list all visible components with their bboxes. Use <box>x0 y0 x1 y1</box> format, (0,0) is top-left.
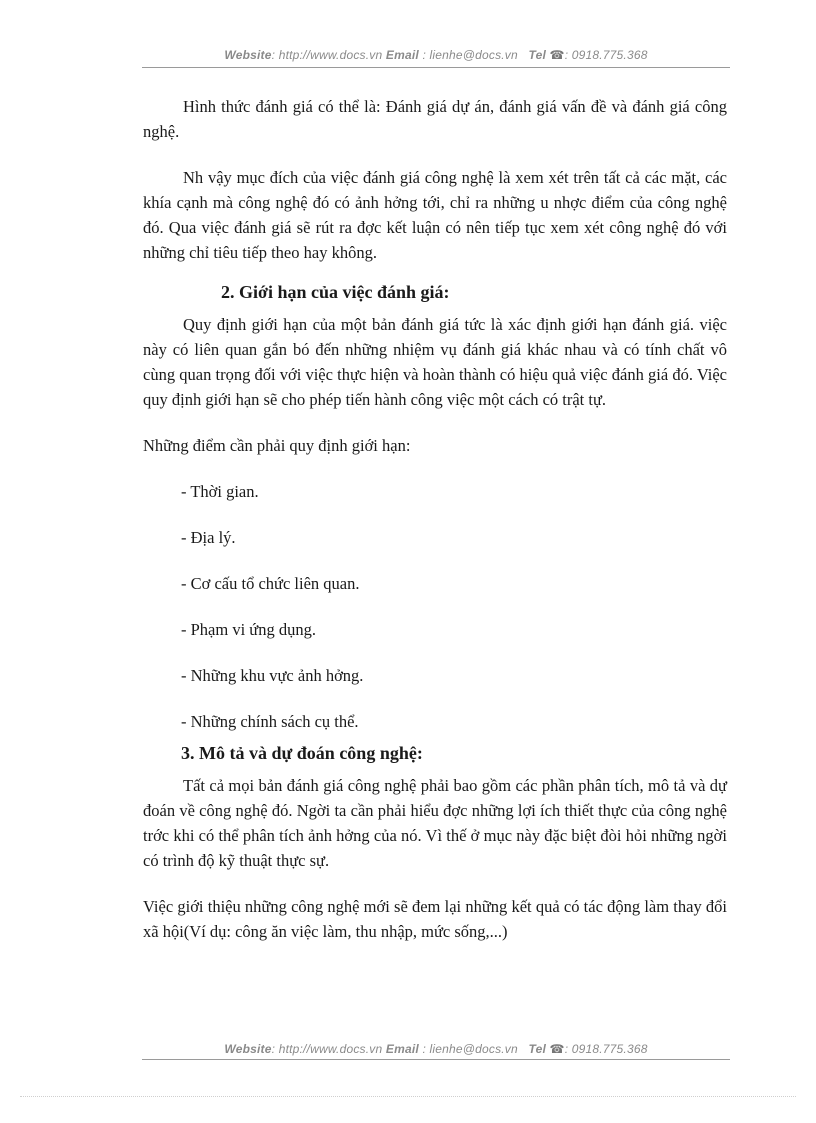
paragraph-assessment-purpose: Nh vậy mục đích của việc đánh giá công nghệ là xem xét trên tất cả các mặt, các khía cạnh mà công nghệ đó có ảnh hởng tới, chỉ ra những u nhợc điểm của công nghệ đó. Qua việc đánh giá sẽ rút ra đợc kết luận có nên tiếp tục xem xét công nghệ đó với những chỉ tiêu tiếp theo hay không. <box>143 168 727 262</box>
header-email-value: : lienhe@docs.vn <box>422 48 518 62</box>
section-heading-3: 3. Mô tả và dự đoán công nghệ: <box>181 743 423 763</box>
phone-icon: ☎ <box>549 1042 565 1056</box>
header-tel-label: Tel <box>528 48 546 62</box>
phone-icon: ☎ <box>549 48 565 62</box>
list-item-application-scope: - Phạm vi ứng dụng. <box>181 620 316 639</box>
footer-website-label: Website <box>224 1042 272 1056</box>
page-footer <box>142 1042 730 1056</box>
footer-website-value: : http://www.docs.vn <box>271 1042 383 1056</box>
paragraph-new-technology-impact: Việc giới thiệu những công nghệ mới sẽ đem lại những kết quả có tác động làm thay đổi xã hội(Ví dụ: công ăn việc làm, thu nhập, mức sống,...) <box>143 897 727 941</box>
list-item-policies: - Những chính sách cụ thể. <box>181 712 359 731</box>
footer-rule <box>142 1059 730 1060</box>
list-item-organization: - Cơ cấu tổ chức liên quan. <box>181 574 360 593</box>
footer-email-value: : lienhe@docs.vn <box>422 1042 518 1056</box>
section-heading-2: 2. Giới hạn của việc đánh giá: <box>221 282 450 302</box>
footer-tel-label: Tel <box>528 1042 546 1056</box>
document-body <box>143 94 727 944</box>
footer-email-label: Email <box>385 1042 419 1056</box>
list-item-geography: - Địa lý. <box>181 528 236 547</box>
paragraph-scope-points: Những điểm cần phải quy định giới hạn: <box>143 436 411 455</box>
header-email-label: Email <box>385 48 419 62</box>
header-website-label: Website <box>224 48 272 62</box>
paragraph-scope-definition: Quy định giới hạn của một bản đánh giá tức là xác định giới hạn đánh giá. việc này có liên quan gắn bó đến những nhiệm vụ đánh giá khác nhau và có tính chất vô cùng quan trọng đối với việc thực hiện và hoàn thành có hiệu quả việc đánh giá đó. Việc quy định giới hạn sẽ cho phép tiến hành công việc một cách có trật tự. <box>143 315 727 409</box>
page-bottom-dotted-line <box>20 1096 796 1097</box>
paragraph-assessment-forms: Hình thức đánh giá có thể là: Đánh giá dự án, đánh giá vấn đề và đánh giá công nghệ. <box>143 97 727 141</box>
header-tel-value: : 0918.775.368 <box>564 48 648 62</box>
header-website-value: : http://www.docs.vn <box>271 48 383 62</box>
footer-tel-value: : 0918.775.368 <box>564 1042 648 1056</box>
paragraph-technology-description: Tất cả mọi bản đánh giá công nghệ phải bao gồm các phần phân tích, mô tả và dự đoán về công nghệ đó. Ngời ta cần phải hiểu đợc những lợi ích thiết thực của công nghệ trớc khi có thể phân tích ảnh hởng của nó. Vì thế ở mục này đặc biệt đòi hỏi những ngời có trình độ kỹ thuật thực sự. <box>143 776 727 870</box>
page-header <box>142 48 730 62</box>
header-rule <box>142 67 730 68</box>
list-item-affected-areas: - Những khu vực ảnh hởng. <box>181 666 364 685</box>
list-item-time: - Thời gian. <box>181 482 259 501</box>
